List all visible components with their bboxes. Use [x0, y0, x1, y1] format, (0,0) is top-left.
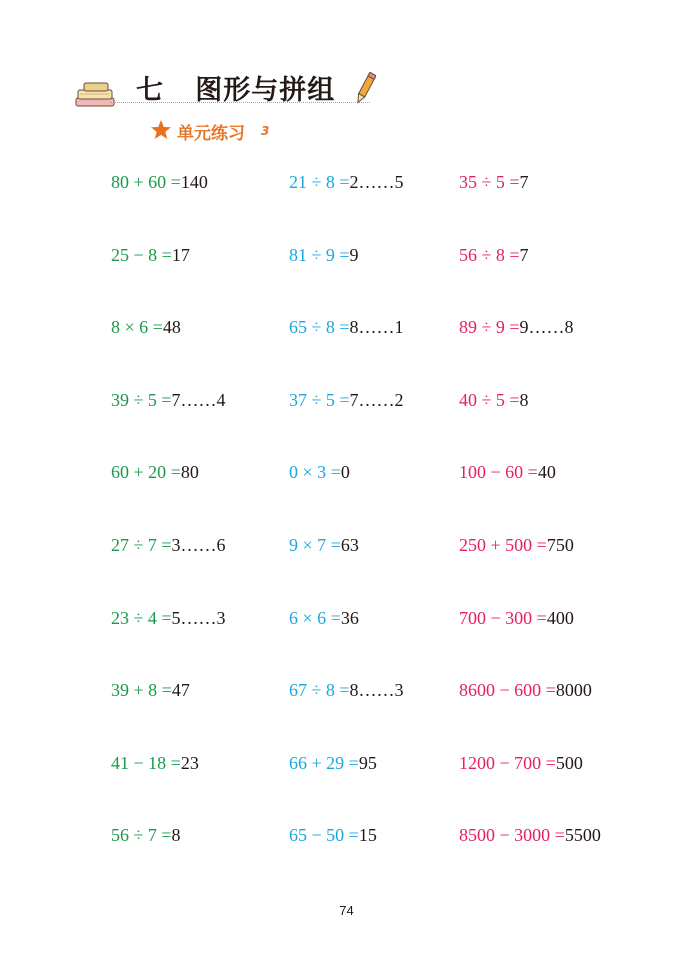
- equation-answer: 95: [358, 753, 377, 773]
- equation-question: 27 ÷ 7 =: [111, 535, 172, 555]
- equation-question: 66 + 29 =: [289, 753, 359, 773]
- equation-answer: 140: [180, 172, 208, 192]
- equation-question: 6 × 6 =: [289, 608, 341, 628]
- equation: [111, 244, 190, 266]
- equation-question: 8500 − 3000 =: [459, 825, 565, 845]
- equation-question: 67 ÷ 8 =: [289, 680, 350, 700]
- equation-answer: 47: [171, 680, 190, 700]
- equation-answer: 9: [349, 245, 359, 265]
- pencil-icon: [354, 70, 376, 106]
- equation-question: 21 ÷ 8 =: [289, 172, 350, 192]
- equation: [289, 389, 404, 411]
- equation-answer: 7: [519, 172, 529, 192]
- equation-answer: 0: [340, 462, 350, 482]
- equation-question: 89 ÷ 9 =: [459, 317, 520, 337]
- equation-question: 80 + 60 =: [111, 172, 181, 192]
- equation: [289, 534, 359, 556]
- equation-answer: 40: [537, 462, 556, 482]
- equation: [289, 824, 377, 846]
- equation: [459, 824, 601, 846]
- equation: [459, 171, 529, 193]
- equation-question: 41 − 18 =: [111, 753, 181, 773]
- equation-question: 39 + 8 =: [111, 680, 172, 700]
- equation-question: 40 ÷ 5 =: [459, 390, 520, 410]
- equation-answer: 48: [162, 317, 181, 337]
- equation: [289, 171, 404, 193]
- equation: [459, 389, 529, 411]
- equation: [111, 389, 226, 411]
- page-number: 74: [339, 903, 354, 918]
- equation-answer: 5500: [564, 825, 601, 845]
- equation: [289, 679, 404, 701]
- equation: [111, 752, 199, 774]
- equation: [289, 461, 350, 483]
- equation: [111, 461, 199, 483]
- equation-question: 700 − 300 =: [459, 608, 547, 628]
- equation-answer: 15: [358, 825, 377, 845]
- equation-answer: 500: [555, 753, 583, 773]
- equation: [111, 607, 226, 629]
- star-icon: [150, 119, 172, 141]
- equation-answer: 8……3: [349, 680, 404, 700]
- equation-answer: 8000: [555, 680, 592, 700]
- equation-question: 81 ÷ 9 =: [289, 245, 350, 265]
- equation-answer: 7……4: [171, 390, 226, 410]
- equation-question: 65 − 50 =: [289, 825, 359, 845]
- equation-answer: 7……2: [349, 390, 404, 410]
- equation: [459, 244, 529, 266]
- equation-question: 25 − 8 =: [111, 245, 172, 265]
- equation-answer: 7: [519, 245, 529, 265]
- equation: [111, 316, 181, 338]
- equation-answer: 63: [340, 535, 359, 555]
- equation-question: 60 + 20 =: [111, 462, 181, 482]
- equation-question: 0 × 3 =: [289, 462, 341, 482]
- books-icon: [74, 80, 118, 110]
- equation-question: 250 + 500 =: [459, 535, 547, 555]
- equation: [289, 244, 359, 266]
- title-underline: [110, 102, 370, 103]
- equation-answer: 8: [171, 825, 181, 845]
- equation-answer: 400: [546, 608, 574, 628]
- equation-question: 56 ÷ 7 =: [111, 825, 172, 845]
- equation-answer: 36: [340, 608, 359, 628]
- equation-question: 100 − 60 =: [459, 462, 538, 482]
- equation: [459, 316, 574, 338]
- equation: [459, 679, 592, 701]
- equation-answer: 8: [519, 390, 529, 410]
- equation: [289, 316, 404, 338]
- equation-answer: 3……6: [171, 535, 226, 555]
- equation-question: 35 ÷ 5 =: [459, 172, 520, 192]
- equation-question: 8 × 6 =: [111, 317, 163, 337]
- equation-answer: 80: [180, 462, 199, 482]
- equation-question: 56 ÷ 8 =: [459, 245, 520, 265]
- equation: [459, 534, 574, 556]
- equation-question: 1200 − 700 =: [459, 753, 556, 773]
- equation-answer: 23: [180, 753, 199, 773]
- equation: [111, 824, 181, 846]
- equation: [111, 171, 208, 193]
- equation: [459, 752, 583, 774]
- equation-answer: 17: [171, 245, 190, 265]
- equation: [459, 461, 556, 483]
- equation: [459, 607, 574, 629]
- equation-answer: 2……5: [349, 172, 404, 192]
- equation-question: 39 ÷ 5 =: [111, 390, 172, 410]
- equation-answer: 9……8: [519, 317, 574, 337]
- equation-question: 8600 − 600 =: [459, 680, 556, 700]
- equation-answer: 8……1: [349, 317, 404, 337]
- equation-question: 37 ÷ 5 =: [289, 390, 350, 410]
- equation-answer: 5……3: [171, 608, 226, 628]
- equation: [289, 607, 359, 629]
- section-label: 单元练习: [177, 124, 245, 144]
- equation: [111, 679, 190, 701]
- equation: [289, 752, 377, 774]
- equation: [111, 534, 226, 556]
- equation-answer: 750: [546, 535, 574, 555]
- equation-question: 23 ÷ 4 =: [111, 608, 172, 628]
- equation-question: 9 × 7 =: [289, 535, 341, 555]
- chapter-header: [70, 62, 390, 112]
- section-number: 3: [261, 124, 270, 138]
- chapter-title: 七 图形与拼组: [136, 75, 336, 106]
- equation-question: 65 ÷ 8 =: [289, 317, 350, 337]
